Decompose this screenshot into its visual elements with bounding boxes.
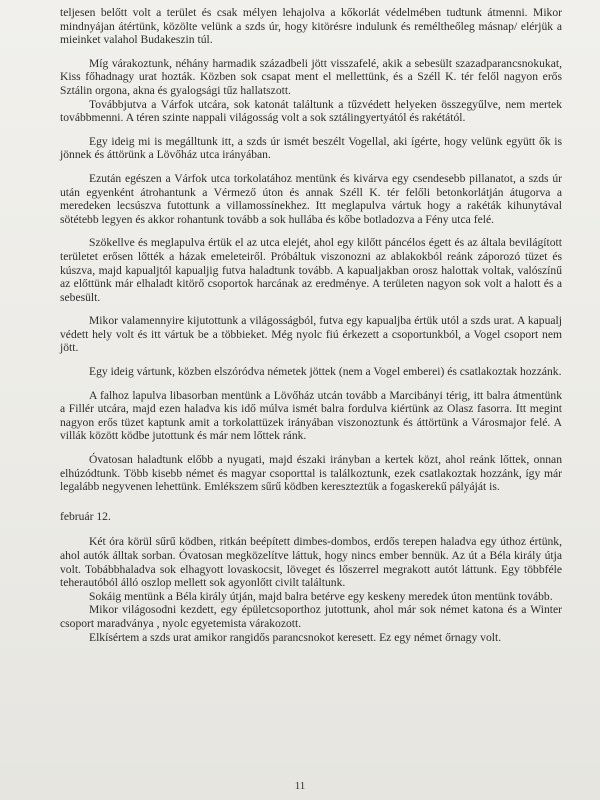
page-number: 11 [294, 780, 306, 792]
paragraph: Ezután egészen a Várfok utca torkolatához mentünk és kivárva egy csendesebb pillanatot, a szds úr után egyenként átrohantunk a Vérmező úton és annak Széll K. tér felőli betonkorlátján átugorva a meredeken lecsúszva futottunk a villamossínekhez. Itt meglapulva vártuk hogy a rakéták kihunytával sötétebb legyen és akkor rohantunk tovább a sok hullába és kőbe botladozva a Fény utca felé. [60, 171, 562, 226]
paragraph: Továbbjutva a Várfok utcára, sok katonát találtunk a tűzvédett helyeken összegyűlve, nem mertek továbbmenni. A téren szinte nappali világosság volt a sok sztálingyertyától és rakétától. [60, 97, 562, 125]
section-date: február 12. [60, 509, 111, 523]
paragraph: Szökellve és meglapulva értük el az utca elejét, ahol egy kilőtt páncélos égett és az általa bevilágított területet erősen lőtték a házak emeleteiről. Próbáltuk viszonozni az ablakokból reánk záporozó tüzet és kúszva, majd kapualjtól kapualjig futva haladtunk tovább. A kapualjakban orosz halottak voltak, valószínű az előttünk már elhaladt kitörő csoportok harcának az eredménye. A területen nagyon sok volt a halott és a sebesült. [60, 236, 562, 304]
paragraph: Míg várakoztunk, néhány harmadik századbeli jött visszafelé, akik a sebesült szazadparancsnokukat, Kiss főhadnagy urat hozták. Közben sok csapat ment el mellettünk, és a Széll K. tér felől nagyon erős Sztálin orgona, akna és gyalogsági tűz hallatszott. [60, 56, 562, 97]
paragraph: A falhoz lapulva libasorban mentünk a Lövőház utcán tovább a Marcibányi térig, itt balra átmentünk a Fillér utcára, majd ezen haladva kis idő múlva ismét balra fordulva kiértünk az Olasz fasorra. Itt megint nagyon erős tüzet kaptunk amit a torkolattüzek irányában viszonoztunk és áttörtünk a Városmajor felé. A villák között ködbe jutottunk és már nem lőttek ránk. [60, 388, 562, 443]
paragraph: teljesen belőtt volt a terület és csak mélyen lehajolva a kőkorlát védelmében tudtunk átmenni. Mikor mindnyájan átértünk, közölte velünk a szds úr, hogy kitörésre indulunk és reméltheőleg másnap/ elérjük a mieinket valahol Budakeszin túl. [60, 6, 562, 47]
paragraph: Mikor valamennyire kijutottunk a világosságból, futva egy kapualjba értük utól a szds urat. A kapualj védett hely volt és itt vártuk be a többieket. Még nyolc fiú érkezett a csoportunkból, a Vogel csoport nem jött. [60, 314, 562, 355]
document-body [60, 6, 562, 644]
paragraph: Elkísértem a szds urat amikor rangidős parancsnokot keresett. Ez egy német őrnagy volt. [89, 630, 502, 644]
paragraph: Sokáig mentünk a Béla király útján, majd balra betérve egy keskeny meredek úton mentünk tovább. [89, 589, 553, 603]
paragraph: Egy ideig mi is megálltunk itt, a szds úr ismét beszélt Vogellal, aki ígérte, hogy velünk együtt ők is jönnek és áttörünk a Lövőház utca irányában. [60, 134, 562, 162]
paragraph: Egy ideig vártunk, közben elszóródva németek jöttek (nem a Vogel emberei) és csatlakoztak hozzánk. [89, 365, 562, 379]
paragraph: Mikor világosodni kezdett, egy épületcsoporthoz jutottunk, ahol már sok német katona és a Winter csoport maradványa , nyolc egyetemista várakozott. [60, 603, 562, 630]
paragraph: Óvatosan haladtunk előbb a nyugati, majd északi irányban a kertek közt, ahol reánk lőttek, onnan elhúzódtunk. Több kisebb német és magyar csoporttal is találkoztunk, ezek csatlakoztak hozzánk, így már legalább negyvenen lehettünk. Emlékszem sűrű ködben kereszteztük a fogaskerekű pályáját is. [60, 453, 562, 494]
paragraph: Két óra körül sűrű ködben, ritkán beépített dimbes-dombos, erdős terepen haladva egy úthoz értünk, ahol autók álltak sorban. Óvatosan megközelítve láttuk, hogy nincs ember bennük. Az út a Béla király útja volt. Tobábbhaladva sok elhagyott lovaskocsit, löveget és lőszerrel megrakott autót láttunk. Egy többféle teherautóból álló oszlop mellett sok agyonlőtt civilt találtunk. [60, 535, 562, 590]
